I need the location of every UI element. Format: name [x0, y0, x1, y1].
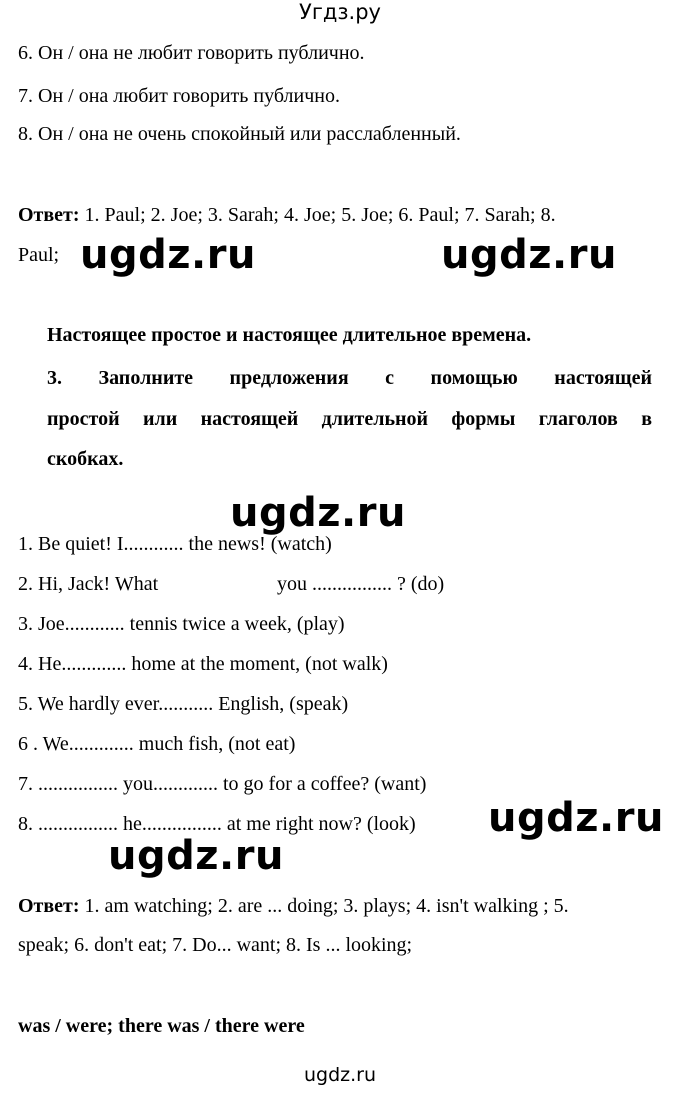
watermark: ugdz.ru	[80, 232, 256, 278]
section-title: Настоящее простое и настоящее длительное времена.	[47, 324, 532, 346]
russian-line-7: 7. Он / она любит говорить публично.	[18, 85, 340, 107]
answer-2-line-2: speak; 6. don't eat; 7. Do... want; 8. Is ... looking;	[18, 934, 413, 956]
watermark: ugdz.ru	[230, 490, 406, 536]
answer-label: Ответ:	[18, 895, 80, 917]
russian-line-8: 8. Он / она не очень спокойный или расслабленный.	[18, 123, 461, 145]
answer-2-line-1	[18, 895, 569, 918]
answer-text: 1. am watching; 2. are ... doing; 3. plays; 4. isn't walking ; 5.	[84, 895, 569, 917]
exercise-item-1: 1. Be quiet! I............ the news! (watch)	[18, 533, 332, 555]
site-title: Угдз.ру	[299, 0, 381, 24]
exercise-item-6: 6 . We............. much fish, (not eat)	[18, 733, 296, 755]
exercise-item-4: 4. He............. home at the moment, (not walk)	[18, 653, 388, 675]
exercise-item-7: 7. ................ you............. to go for a coffee? (want)	[18, 773, 427, 795]
next-section-title: was / were; there was / there were	[18, 1015, 305, 1037]
russian-line-6: 6. Он / она не любит говорить публично.	[18, 42, 365, 64]
task-instruction-line-3: скобках.	[47, 448, 124, 470]
answer-1-line-1	[18, 204, 556, 227]
answer-label: Ответ:	[18, 204, 80, 226]
watermark: ugdz.ru	[441, 232, 617, 278]
exercise-item-3: 3. Joe............ tennis twice a week, (play)	[18, 613, 345, 635]
exercise-item-2-part-2: you ................ ? (do)	[277, 573, 445, 595]
watermark: ugdz.ru	[108, 833, 284, 879]
footer-site: ugdz.ru	[303, 1064, 377, 1086]
exercise-item-2-part-1: 2. Hi, Jack! What	[18, 573, 159, 595]
answer-1-line-2: Paul;	[18, 244, 60, 266]
exercise-item-5: 5. We hardly ever........... English, (speak)	[18, 693, 349, 715]
exercise-item-8: 8. ................ he................ at me right now? (look)	[18, 813, 416, 835]
task-instruction-line-2: простой или настоящей длительной формы глаголов в	[47, 408, 652, 430]
answer-text: 1. Paul; 2. Joe; 3. Sarah; 4. Joe; 5. Joe; 6. Paul; 7. Sarah; 8.	[84, 204, 556, 226]
watermark: ugdz.ru	[488, 795, 664, 841]
task-instruction-line-1: 3. Заполните предложения с помощью настоящей	[47, 367, 652, 389]
